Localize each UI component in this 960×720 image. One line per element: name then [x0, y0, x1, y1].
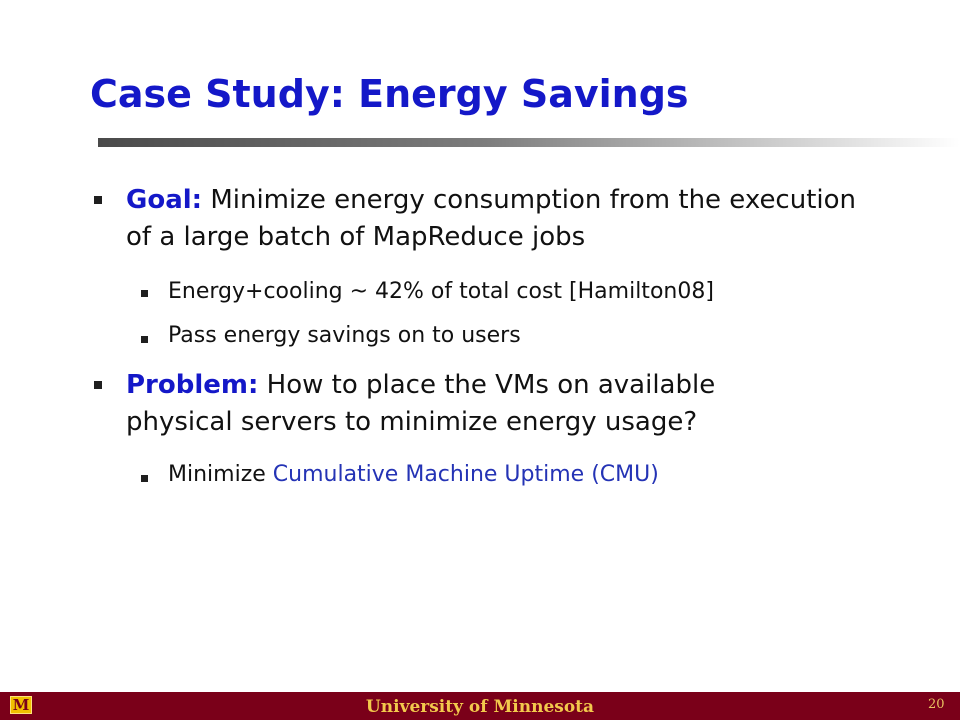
logo-letter: M: [12, 696, 30, 714]
sub-bullet-marker: [141, 290, 148, 297]
slide-number: 20: [928, 697, 945, 712]
cmu-highlight: Cumulative Machine Uptime (CMU): [272, 462, 659, 487]
problem-subitem: [168, 461, 659, 489]
bullet-marker: [94, 196, 102, 204]
goal-text: Minimize energy consumption from the execution of a large batch of MapReduce jobs: [126, 185, 857, 252]
sub-bullet-marker: [141, 475, 148, 482]
goal-label: Goal:: [126, 185, 203, 215]
goal-subitem: Pass energy savings on to users: [168, 323, 521, 348]
problem-subitem-prefix: Minimize: [168, 462, 273, 487]
goal-bullet: [126, 182, 856, 256]
title-underline: [98, 138, 960, 147]
problem-bullet: [126, 367, 826, 441]
bullet-marker: [94, 381, 102, 389]
problem-text: How to place the VMs on available physical servers to minimize energy usage?: [126, 370, 716, 437]
footer-institution: University of Minnesota: [365, 697, 595, 717]
slide-title: Case Study: Energy Savings: [90, 72, 689, 116]
problem-label: Problem:: [126, 370, 259, 400]
goal-subitem: Energy+cooling ~ 42% of total cost [Hamilton08]: [168, 279, 714, 304]
sub-bullet-marker: [141, 336, 148, 343]
